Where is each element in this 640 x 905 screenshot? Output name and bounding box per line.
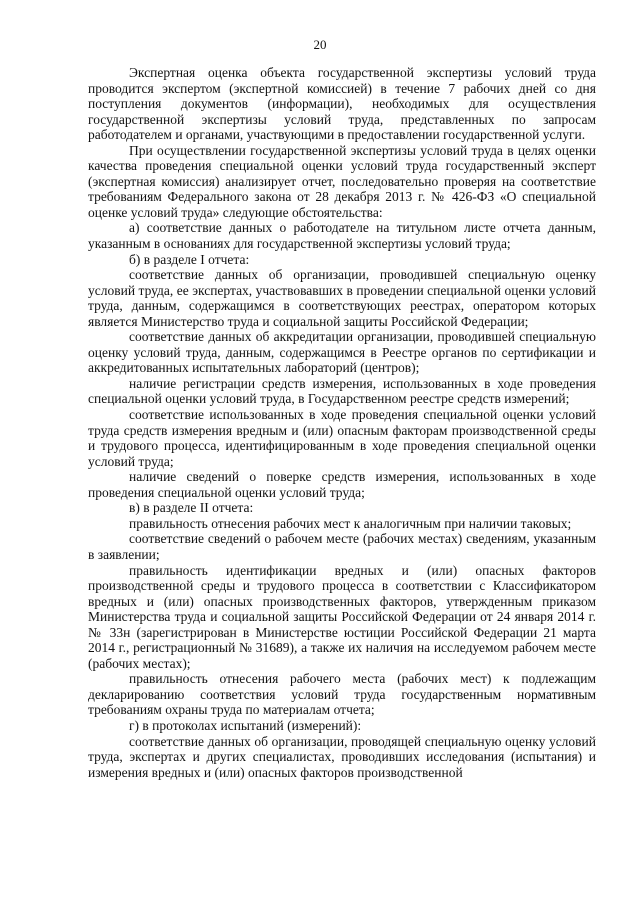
paragraph-protocol-data: соответствие данных об организации, проводящей специальную оценку условий труда, экспертах и других специалистах, проводивших исследования (испытания) и измерения вредных и (или) опасных факторов производственной xyxy=(88,733,596,780)
paragraph-declaration: правильность отнесения рабочего места (рабочих мест) к подлежащим декларированию соответствия условий труда государственным нормативным требованиям охраны труда по материалам отчета; xyxy=(88,671,596,718)
paragraph-accreditation-data: соответствие данных об аккредитации организации, проводившей специальную оценку условий труда, данным, содержащимся в Реестре органов по сертификации и аккредитованных испытательных лабораторий (центров); xyxy=(88,329,596,376)
paragraph-item-a: а) соответствие данных о работодателе на титульном листе отчета данным, указанным в основаниях для государственной экспертизы условий труда; xyxy=(88,220,596,252)
paragraph-expert-assessment-term: Экспертная оценка объекта государственной экспертизы условий труда проводится экспертом (экспертной комиссией) в течение 7 рабочих дней со дня поступления документов (информации), необходимых для осуществления государственной экспертизы условий труда, представленных по запросам работодателем и органами, участвующими в предоставлении государственной услуги. xyxy=(88,65,596,143)
paragraph-organization-data: соответствие данных об организации, проводившей специальную оценку условий труда, ее экспертах, участвовавших в проведении специальной оценки условий труда, данным, содержащимся в соответствующих реестрах, оператором которых является Министерство труда и социальной защиты Российской Федерации; xyxy=(88,267,596,329)
paragraph-analogous-workplaces: правильность отнесения рабочих мест к аналогичным при наличии таковых; xyxy=(129,515,572,531)
paragraph-item-v-heading: в) в разделе II отчета: xyxy=(129,500,254,516)
paragraph-verification-info: наличие сведений о поверке средств измерения, использованных в ходе проведения специальной оценки условий труда; xyxy=(88,469,596,500)
paragraph-workplace-info: соответствие сведений о рабочем месте (рабочих местах) сведениям, указанным в заявлении; xyxy=(88,531,596,562)
paragraph-item-g-heading: г) в протоколах испытаний (измерений): xyxy=(129,717,362,733)
paragraph-item-b-heading: б) в разделе I отчета: xyxy=(129,251,250,267)
page-number: 20 xyxy=(313,37,327,52)
paragraph-measurement-registration: наличие регистрации средств измерения, использованных в ходе проведения специальной оценки условий труда, в Государственном реестре средств измерений; xyxy=(88,375,596,407)
document-body xyxy=(88,65,596,780)
paragraph-expertise-analysis: При осуществлении государственной экспертизы условий труда в целях оценки качества проведения специальной оценки условий труда государственный эксперт (экспертная комиссия) анализирует отчет, последовательно проверяя на соответствие требованиям Федерального закона от 28 декабря 2013 г. № 426-ФЗ «О специальной оценке условий труда» следующие обстоятельства: xyxy=(88,142,596,220)
paragraph-factor-identification: правильность идентификации вредных и (или) опасных факторов производственной среды и трудового процесса в соответствии с Классификатором вредных и (или) опасных производственных факторов, утвержденным приказом Министерства труда и социальной защиты Российской Федерации от 24 января 2014 г. № 33н (зарегистрирован в Министерстве юстиции Российской Федерации 21 марта 2014 г., регистрационный № 31689), а также их наличия на исследуемом рабочем месте (рабочих местах); xyxy=(88,562,596,671)
paragraph-measurement-correspondence: соответствие использованных в ходе проведения специальной оценки условий труда средств измерения вредным и (или) опасным факторам производственной среды и трудового процесса, идентифицированным в ходе проведения специальной оценки условий труда; xyxy=(88,407,596,469)
